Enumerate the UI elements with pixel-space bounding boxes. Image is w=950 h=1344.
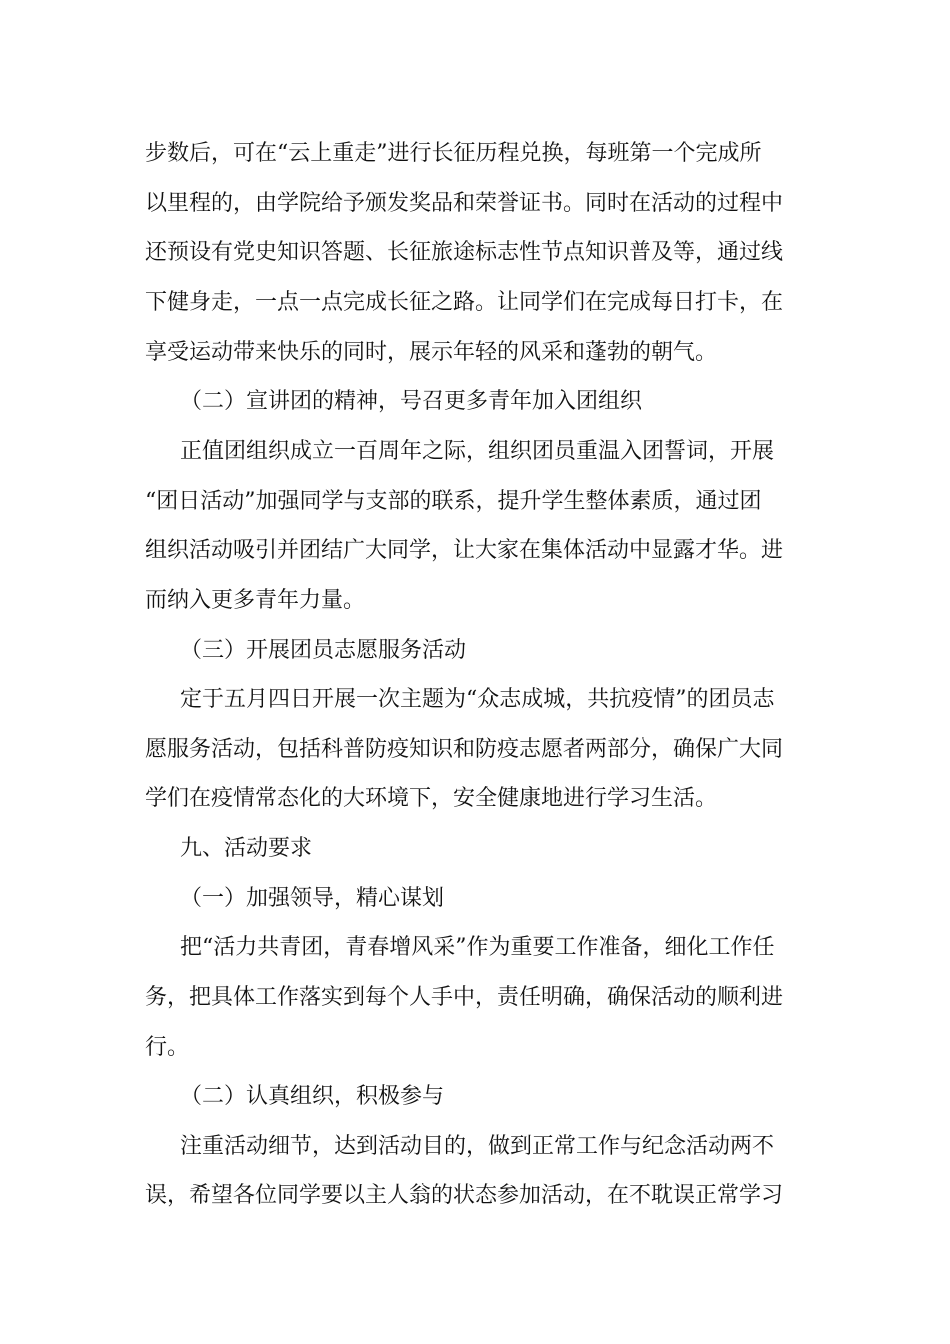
text-line: 把“活力共青团，青春增风采”作为重要工作准备，细化工作任 [180,935,775,960]
text-line: 学们在疫情常态化的大环境下，安全健康地进行学习生活。 [145,786,718,811]
text-line: 正值团组织成立一百周年之际，组织团员重温入团誓词，开展 [180,439,775,464]
section-heading: 九、活动要求 [180,836,313,861]
text-line: 而纳入更多青年力量。 [145,588,366,613]
text-line: 步数后，可在“云上重走”进行长征历程兑换，每班第一个完成所 [145,141,762,166]
text-line: 误，希望各位同学要以主人翁的状态参加活动，在不耽误正常学习 [145,1183,784,1208]
text-line: 注重活动细节，达到活动目的，做到正常工作与纪念活动两不 [180,1134,775,1159]
text-line: 享受运动带来快乐的同时，展示年轻的风采和蓬勃的朝气。 [145,340,718,365]
section-heading: （二）认真组织，积极参与 [180,1084,445,1109]
text-line: 还预设有党史知识答题、长征旅途标志性节点知识普及等，通过线 [145,240,784,265]
text-line: 组织活动吸引并团结广大同学，让大家在集体活动中显露才华。进 [145,538,784,563]
text-line: 行。 [145,1035,190,1060]
text-line: “团日活动”加强同学与支部的联系，提升学生整体素质，通过团 [145,489,762,514]
text-line: 定于五月四日开展一次主题为“众志成城，共抗疫情”的团员志 [180,687,775,712]
text-line: 以里程的，由学院给予颁发奖品和荣誉证书。同时在活动的过程中 [145,191,784,216]
text-line: 务，把具体工作落实到每个人手中，责任明确，确保活动的顺利进 [145,985,784,1010]
text-line: 下健身走，一点一点完成长征之路。让同学们在完成每日打卡，在 [145,290,784,315]
section-heading: （三）开展团员志愿服务活动 [180,638,467,663]
text-line: 愿服务活动，包括科普防疫知识和防疫志愿者两部分，确保广大同 [145,737,784,762]
section-heading: （一）加强领导，精心谋划 [180,886,445,911]
section-heading: （二）宣讲团的精神，号召更多青年加入团组织 [180,389,643,414]
